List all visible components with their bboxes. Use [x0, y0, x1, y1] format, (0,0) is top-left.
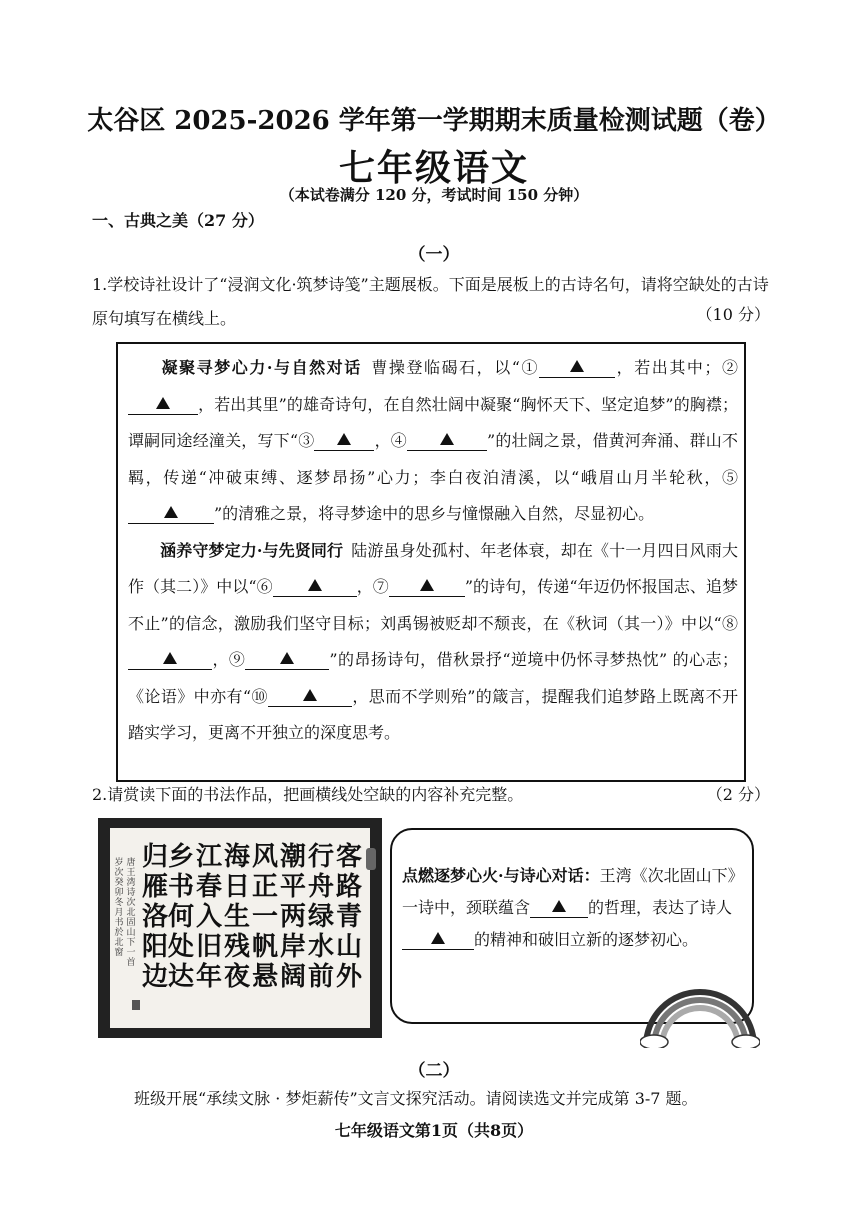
triangle-icon [431, 932, 445, 944]
exam-title: 太谷区 2025-2026 学年第一学期期末质量检测试题（卷） [87, 106, 781, 136]
dialogue-text: 王湾《次北固山下》一诗中，颈联蕴含 [402, 866, 736, 917]
board-text: ”的昂扬诗句，借秋景抒“逆境中仍怀寻梦热忱” 的心志；《论语》中亦有“⑩ [128, 650, 738, 706]
answer-blank-4[interactable] [407, 432, 487, 451]
board-text: 陆游虽身处孤村、年老体衰，却在《十一月四日风雨大作（其二）》中以“⑥ [128, 540, 738, 596]
answer-blank-6[interactable] [273, 578, 357, 597]
question-1-score: （10 分） [696, 305, 770, 324]
calligraphy-column: 风 正 一 帆 悬 [251, 842, 278, 992]
dialogue-heading: 点燃逐梦心火·与诗心对话： [402, 866, 600, 885]
dialogue-text: 的哲理，表达了诗人 [588, 898, 733, 917]
triangle-icon [440, 433, 454, 445]
board-text: ，⑨ [212, 650, 246, 669]
page-footer: 七年级语文第1页（共8页） [334, 1121, 534, 1140]
rainbow-icon [640, 988, 760, 1048]
answer-blank-spirit[interactable] [402, 931, 474, 950]
triangle-icon [552, 900, 566, 912]
part-label-2: （二） [408, 1061, 460, 1081]
calligraphy-inscription: 岁 次 癸 卯 冬 月 书 於 北 窗 [114, 858, 124, 958]
board-text: ，⑦ [356, 577, 389, 596]
poetry-dialogue-text [402, 860, 742, 956]
question-1-prompt: 1.学校诗社设计了“浸润文化·筑梦诗笺”主题展板。下面是展板上的古诗名句，请将空缺处的古诗原句填写在横线上。 [92, 275, 769, 328]
calligraphy-inscription: 唐 王 湾 诗 次 北 固 山 下 一 首 [126, 858, 136, 968]
dialogue-text: 的精神和破旧立新的逐梦初心。 [474, 930, 699, 949]
calligraphy-paper [110, 828, 370, 1028]
seal-stamp-top [366, 848, 376, 870]
board-text: ”的清雅之景，将寻梦途中的思乡与憧憬融入自然，尽显初心。 [214, 504, 655, 523]
subject-title: 七年级语文 [338, 147, 529, 189]
calligraphy-column: 归 雁 洛 阳 边 [141, 842, 168, 992]
triangle-icon [156, 397, 170, 409]
calligraphy-artwork [98, 818, 382, 1038]
seal-stamp [132, 1000, 140, 1010]
calligraphy-column: 潮 平 两 岸 阔 [279, 842, 306, 992]
board-text: ”的诗句，传递“年迈仍怀报国志、追梦不止”的信念，激励我们坚守目标；刘禹锡被贬却不颓丧，在《秋词（其一）》中以“⑧ [128, 577, 738, 633]
answer-blank-8[interactable] [128, 651, 212, 670]
section-heading: 一、古典之美（27 分） [92, 211, 264, 230]
triangle-icon [308, 579, 322, 591]
board-text: 曹操登临碣石，以“① [369, 358, 540, 377]
part-label: （一） [408, 245, 460, 265]
paragraph-heading: 凝聚寻梦心力·与自然对话 [160, 358, 362, 377]
calligraphy-column: 乡 书 何 处 达 [167, 842, 194, 992]
answer-blank-9[interactable] [245, 651, 329, 670]
answer-blank-10[interactable] [268, 688, 352, 707]
question-2-prompt: 2.请赏读下面的书法作品，把画横线处空缺的内容补充完整。 [92, 785, 524, 804]
board-text: ，思而不学则殆”的箴言，提醒我们追梦路上既离不开踏实学习，更离不开独立的深度思考。 [128, 686, 738, 742]
section-intro: 班级开展“承续文脉 · 梦炬薪传”文言文探究活动。请阅读选文并完成第 3-7 题。 [134, 1089, 698, 1108]
triangle-icon [303, 689, 317, 701]
poem-board-box [116, 342, 746, 782]
triangle-icon [337, 433, 351, 445]
answer-blank-3[interactable] [314, 432, 374, 451]
answer-blank-philosophy[interactable] [530, 899, 588, 918]
calligraphy-column: 海 日 生 残 夜 [223, 842, 250, 992]
board-text: ，若出其中；② [615, 358, 738, 377]
triangle-icon [163, 652, 177, 664]
triangle-icon [420, 579, 434, 591]
answer-blank-2[interactable] [128, 396, 198, 415]
poem-board-text [128, 350, 738, 752]
calligraphy-column: 客 路 青 山 外 [335, 842, 362, 992]
answer-blank-1[interactable] [539, 359, 615, 378]
board-text: ，若出其里”的雄奇诗句，在自然壮阔中凝聚“胸怀天下、坚定追梦”的胸襟；谭嗣同途经潼关，写下“③ [128, 394, 738, 450]
triangle-icon [164, 506, 178, 518]
answer-blank-5[interactable] [128, 505, 214, 524]
board-text: ，④ [374, 431, 407, 450]
triangle-icon [280, 652, 294, 664]
calligraphy-column: 行 舟 绿 水 前 [307, 842, 334, 992]
paragraph-heading: 涵养守梦定力·与先贤同行 [160, 540, 344, 560]
exam-note: （本试卷满分 120 分，考试时间 150 分钟） [279, 186, 589, 204]
question-2-score: （2 分） [706, 785, 770, 804]
answer-blank-7[interactable] [389, 578, 465, 597]
calligraphy-column: 江 春 入 旧 年 [195, 842, 222, 992]
board-text: ”的壮阔之景，借黄河奔涌、群山不羁，传递“冲破束缚、逐梦昂扬”心力；李白夜泊清溪，以“峨眉山月半轮秋，⑤ [128, 431, 738, 487]
triangle-icon [570, 360, 584, 372]
